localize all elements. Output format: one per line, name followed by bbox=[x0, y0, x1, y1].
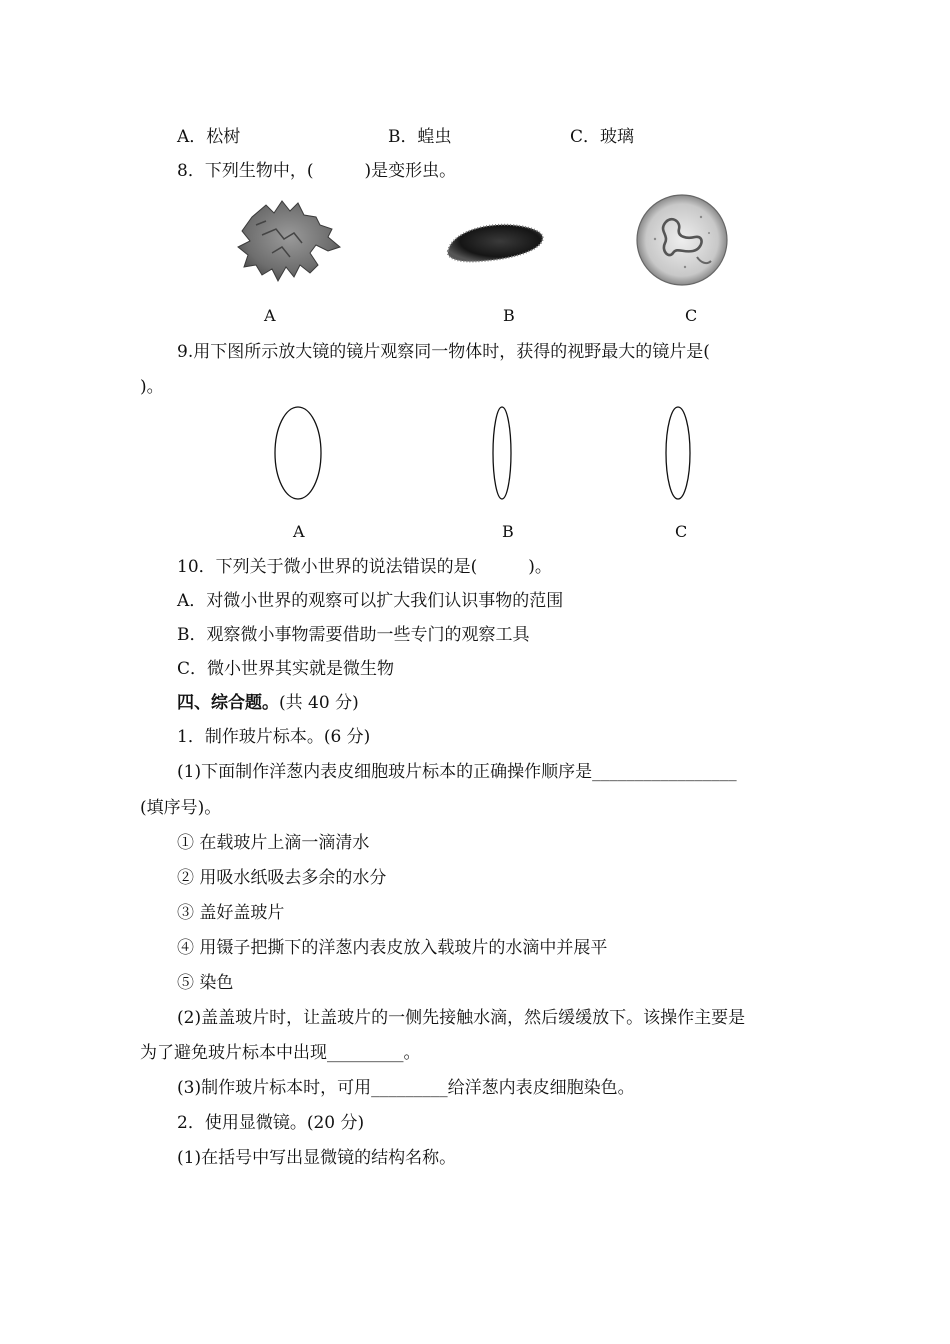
p2-title: 2．使用显微镜。(20 分) bbox=[177, 1113, 365, 1133]
section4-heading bbox=[177, 691, 359, 715]
q8-stem: 8．下列生物中，( )是变形虫。 bbox=[177, 161, 457, 181]
q10-stem: 10．下列关于微小世界的说法错误的是( )。 bbox=[177, 557, 552, 577]
q9-caption-b: B bbox=[502, 522, 514, 541]
p1-step-1: ① 在载玻片上滴一滴清水 bbox=[177, 833, 370, 853]
section4-title: 四、综合题。 bbox=[177, 693, 279, 713]
q9-stem-line2: )。 bbox=[140, 377, 164, 397]
q7-option-b: B．蝗虫 bbox=[388, 127, 452, 147]
p2-s1: (1)在括号中写出显微镜的结构名称。 bbox=[177, 1148, 457, 1168]
q8-caption-a: A bbox=[264, 306, 276, 325]
p1-s2-line2: 为了避免玻片标本中出现_________。 bbox=[140, 1043, 421, 1063]
organism-a-image bbox=[232, 195, 350, 287]
p1-s3: (3)制作玻片标本时，可用_________给洋葱内表皮细胞染色。 bbox=[177, 1078, 635, 1098]
p1-step-3: ③ 盖好盖玻片 bbox=[177, 903, 285, 923]
p1-s1-line1: (1)下面制作洋葱内表皮细胞玻片标本的正确操作顺序是_________________ bbox=[177, 762, 737, 782]
q10-option-b: B．观察微小事物需要借助一些专门的观察工具 bbox=[177, 625, 530, 645]
q9-caption-c: C bbox=[675, 522, 688, 541]
organism-c-image bbox=[635, 193, 729, 287]
p1-step-5: ⑤ 染色 bbox=[177, 973, 234, 993]
p1-title: 1．制作玻片标本。(6 分) bbox=[177, 727, 371, 747]
q9-caption-a: A bbox=[293, 522, 305, 541]
q7-option-a: A．松树 bbox=[177, 127, 241, 147]
lens-a-shape bbox=[273, 405, 323, 501]
q8-caption-c: C bbox=[685, 306, 698, 325]
q10-option-c: C．微小世界其实就是微生物 bbox=[177, 659, 395, 679]
q7-option-c: C．玻璃 bbox=[570, 127, 635, 147]
q8-caption-b: B bbox=[503, 306, 515, 325]
q10-option-a: A．对微小世界的观察可以扩大我们认识事物的范围 bbox=[177, 591, 564, 611]
p1-s1-line2: (填序号)。 bbox=[140, 798, 222, 818]
p1-s2-line1: (2)盖盖玻片时，让盖玻片的一侧先接触水滴，然后缓缓放下。该操作主要是 bbox=[177, 1008, 746, 1028]
p1-step-2: ② 用吸水纸吸去多余的水分 bbox=[177, 868, 387, 888]
q9-stem-line1: 9.用下图所示放大镜的镜片观察同一物体时，获得的视野最大的镜片是( bbox=[177, 342, 710, 362]
lens-c-shape bbox=[664, 405, 692, 501]
section4-points: (共 40 分) bbox=[279, 693, 359, 713]
p1-step-4: ④ 用镊子把撕下的洋葱内表皮放入载玻片的水滴中并展平 bbox=[177, 938, 608, 958]
organism-b-image bbox=[442, 219, 548, 265]
lens-b-shape bbox=[491, 405, 513, 501]
